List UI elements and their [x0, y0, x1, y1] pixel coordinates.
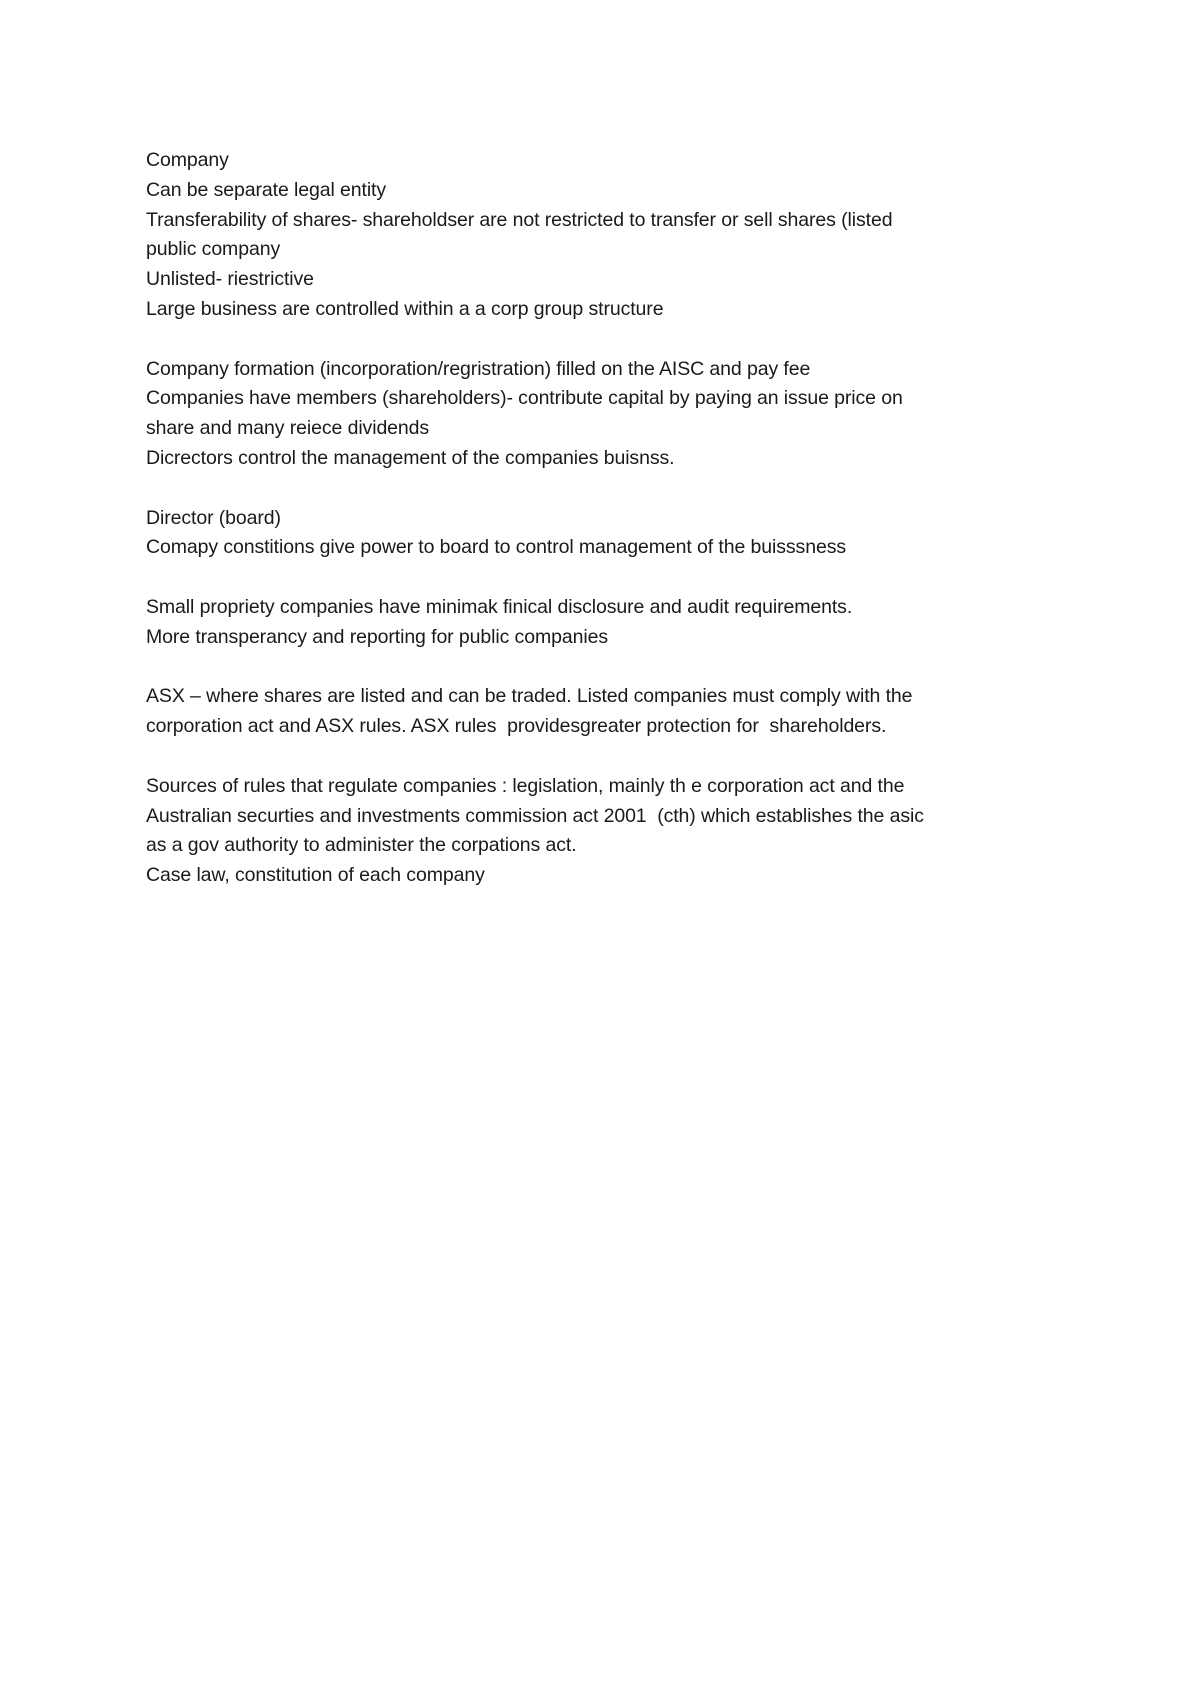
text-line: Company formation (incorporation/regristration) filled on the AISC and pay fee	[146, 357, 811, 380]
paragraph-company-overview	[146, 146, 1066, 325]
text-line: Companies have members (shareholders)- contribute capital by paying an issue price on	[146, 387, 903, 410]
text-line: corporation act and ASX rules. ASX rules providesgreater protection for shareholders.	[146, 715, 887, 738]
text-line: Dicrectors control the management of the companies buisnss.	[146, 446, 675, 469]
text-line: Can be separate legal entity	[146, 178, 387, 201]
paragraph-director	[146, 504, 1066, 564]
text-line: ASX – where shares are listed and can be traded. Listed companies must comply with the	[146, 685, 913, 708]
paragraph-sources-of-rules	[146, 772, 1066, 891]
text-line: Large business are controlled within a a corp group structure	[146, 297, 664, 320]
text-line: Transferability of shares- shareholdser are not restricted to transfer or sell shares (listed	[146, 208, 893, 231]
text-line: share and many reiece dividends	[146, 417, 430, 440]
text-line: Comapy constitions give power to board to control management of the buisssness	[146, 536, 846, 559]
heading-company: Company	[146, 149, 229, 171]
text-line: public company	[146, 238, 281, 261]
text-line: as a gov authority to administer the corpations act.	[146, 834, 577, 857]
paragraph-asx	[146, 682, 1066, 742]
text-line: Australian securties and investments commission act 2001 (cth) which establishes the asic	[146, 804, 924, 827]
text-line: Unlisted- riestrictive	[146, 268, 314, 291]
paragraph-company-formation	[146, 355, 1066, 474]
text-line: Small propriety companies have minimak finical disclosure and audit requirements.	[146, 595, 853, 618]
document-body	[146, 146, 1066, 891]
text-line: Director (board)	[146, 506, 281, 529]
paragraph-disclosure	[146, 593, 1066, 653]
text-line: Case law, constitution of each company	[146, 864, 485, 887]
text-line: Sources of rules that regulate companies : legislation, mainly th e corporation act and the	[146, 774, 905, 797]
text-line: More transperancy and reporting for public companies	[146, 625, 608, 648]
